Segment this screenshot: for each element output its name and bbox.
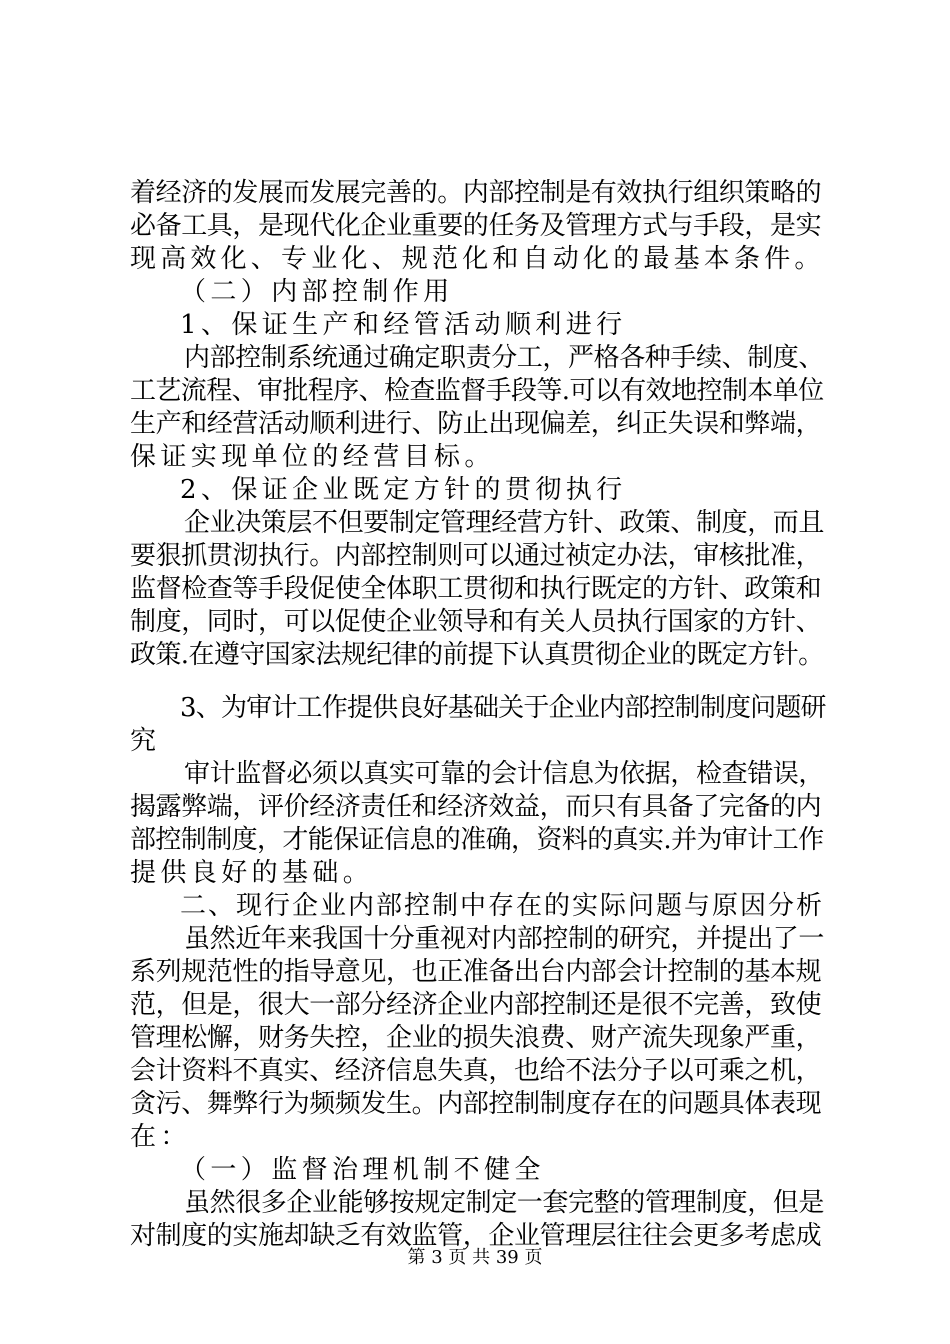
body-text-line: 着经济的发展而发展完善的。内部控制是有效执行组织策略的 xyxy=(130,178,822,208)
body-text-line: 现高效化、专业化、规范化和自动化的最基本条件。 xyxy=(130,244,825,274)
page-number-footer: 第 3 页 共 39 页 xyxy=(407,1247,543,1268)
body-text-line: 政策.在遵守国家法规纪律的前提下认真贯彻企业的既定方针。 xyxy=(130,640,824,670)
body-text-line: 审计监督必须以真实可靠的会计信息为依据，检查错误， xyxy=(184,759,825,789)
body-text-line: 揭露弊端，评价经济责任和经济效益，而只有具备了完备的内 xyxy=(130,792,822,822)
section-heading: 二、现行企业内部控制中存在的实际问题与原因分析 xyxy=(180,891,825,921)
subsection-heading-continued: 究 xyxy=(130,726,161,756)
body-text-line: 必备工具，是现代化企业重要的任务及管理方式与手段，是实 xyxy=(130,211,822,241)
body-text-line: 监督检查等手段促使全体职工贯彻和执行既定的方针、政策和 xyxy=(130,574,822,604)
body-text-line: 企业决策层不但要制定管理经营方针、政策、制度，而且 xyxy=(184,508,825,538)
subsection-heading: 1、保证生产和经管活动顺利进行 xyxy=(180,310,627,340)
subsection-heading: （一）监督治理机制不健全 xyxy=(180,1155,545,1185)
body-text-line: 对制度的实施却缺乏有效监管，企业管理层往往会更多考虑成 xyxy=(130,1221,822,1251)
body-text-line: 工艺流程、审批程序、检查监督手段等.可以有效地控制本单位 xyxy=(130,376,824,406)
body-text-line: 虽然近年来我国十分重视对内部控制的研究，并提出了一 xyxy=(184,924,825,954)
subsection-heading: 2、保证企业既定方针的贯彻执行 xyxy=(180,475,627,505)
section-heading: （二）内部控制作用 xyxy=(180,277,454,307)
body-text-line: 提供良好的基础。 xyxy=(130,858,374,888)
body-text-line: 部控制制度，才能保证信息的准确，资料的真实.并为审计工作 xyxy=(130,825,824,855)
body-text-line: 内部控制系统通过确定职责分工，严格各种手续、制度、 xyxy=(184,343,825,373)
body-text-line: 在： xyxy=(130,1122,191,1152)
body-text-line: 虽然很多企业能够按规定制定一套完整的管理制度，但是 xyxy=(184,1188,825,1218)
subsection-heading: 3、为审计工作提供良好基础关于企业内部控制制度问题研 xyxy=(180,693,826,723)
body-text-line: 要狠抓贯沏执行。内部控制则可以通过祯定办法，审核批准， xyxy=(130,541,822,571)
body-text-line: 制度，同时，可以促使企业领导和有关人员执行国家的方针、 xyxy=(130,607,822,637)
body-text-line: 会计资料不真实、经济信息失真，也给不法分子以可乘之机， xyxy=(130,1056,822,1086)
body-text-line: 系列规范性的指导意见，也正准备出台内部会计控制的基本规 xyxy=(130,957,822,987)
body-text-line: 管理松懈，财务失控，企业的损失浪费、财产流失现象严重， xyxy=(130,1023,822,1053)
body-text-line: 保证实现单位的经营目标。 xyxy=(130,442,495,472)
body-text-line: 生产和经营活动顺利进行、防止出现偏差，纠正失误和弊端， xyxy=(130,409,822,439)
body-text-line: 贪污、舞弊行为频频发生。内部控制制度存在的问题具体表现 xyxy=(130,1089,822,1119)
body-text-line: 范，但是，很大一部分经济企业内部控制还是很不完善，致使 xyxy=(130,990,822,1020)
